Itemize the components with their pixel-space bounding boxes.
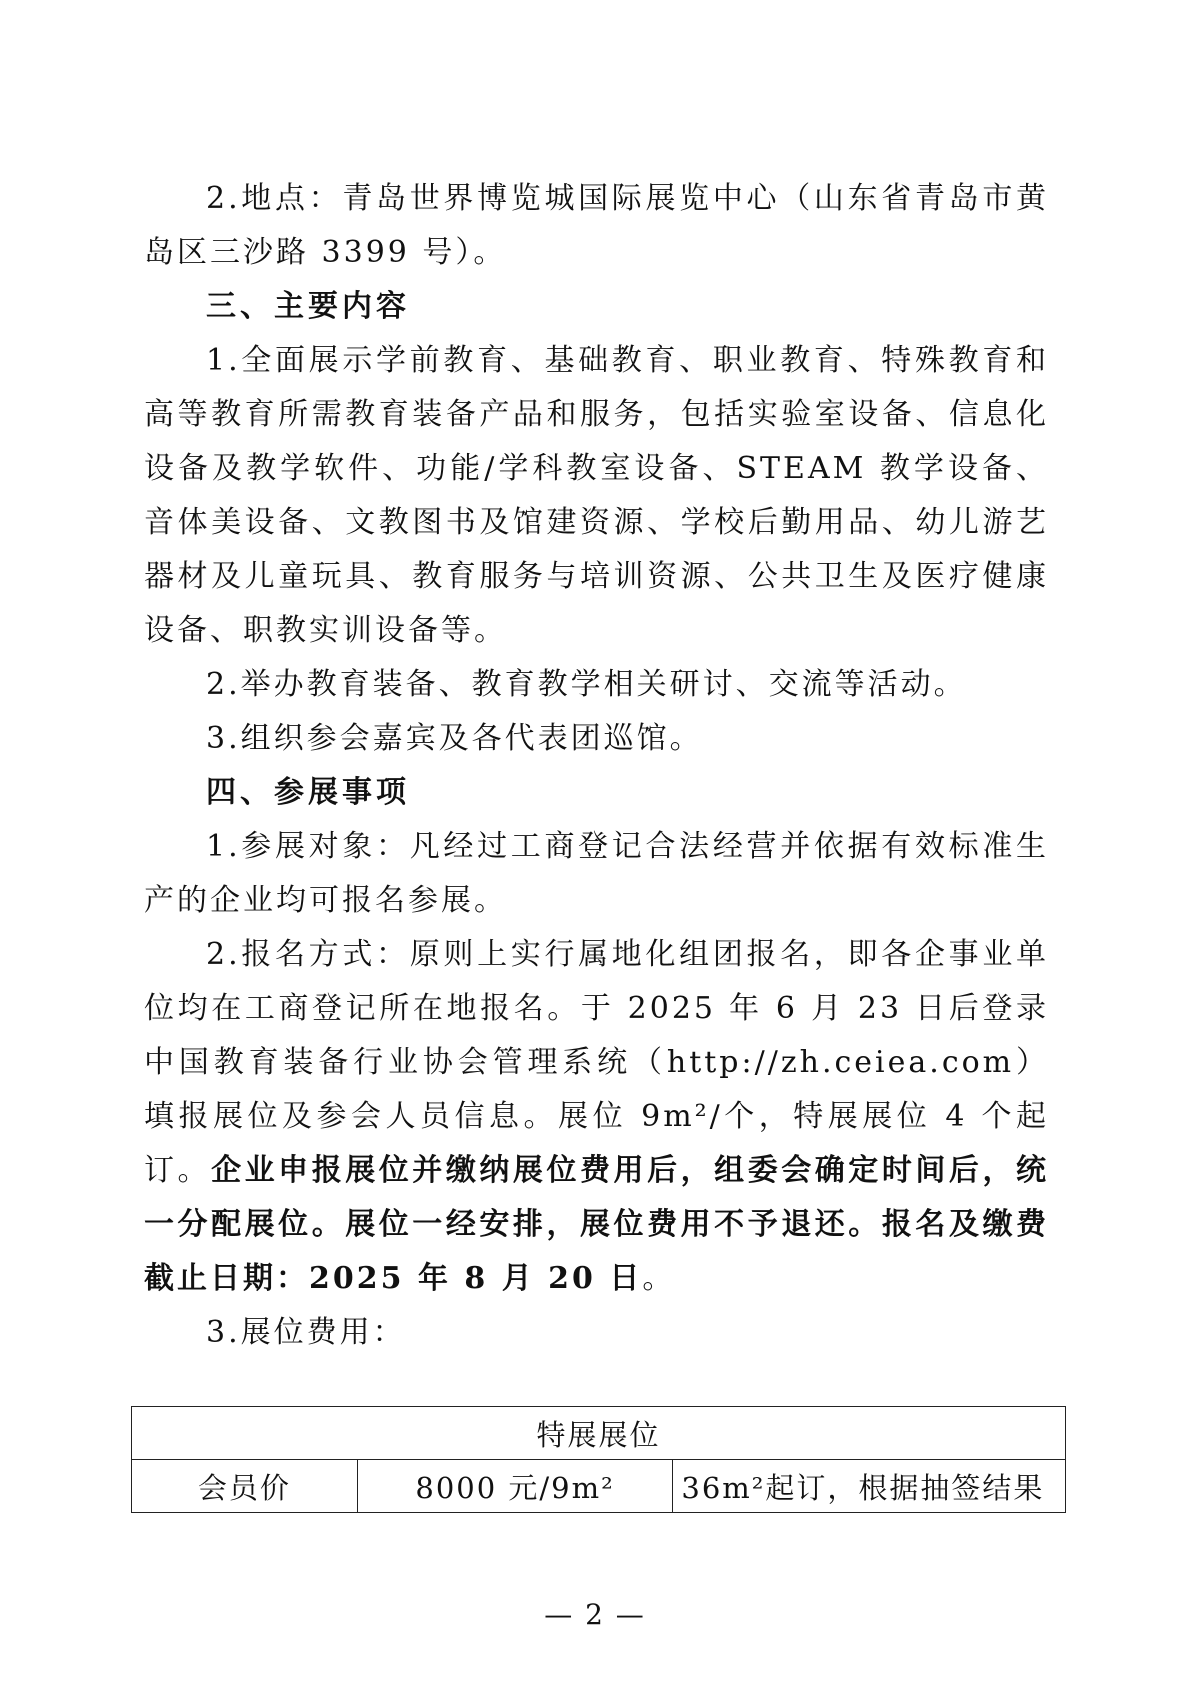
- registration-text: 2.报名方式：原则上实行属地化组团报名，即各企事业单位均在工商登记所在地报名。于 2025 年 6 月 23 日后登录中国教育装备行业协会管理系统（http://zh.ceiea.com）填报展位及参会人员信息。展位 9m²/个，特展展位 4 个起订。: [144, 937, 1049, 1188]
- paragraph-tour: 3.组织参会嘉宾及各代表团巡馆。: [206, 721, 703, 756]
- paragraph-location: 2.地点：青岛世界博览城国际展览中心（山东省青岛市黄岛区三沙路 3399 号）。: [144, 181, 1049, 270]
- fee-note-cell: 36m²起订，根据抽签结果: [673, 1460, 1066, 1513]
- paragraph-exhibit-scope: 1.全面展示学前教育、基础教育、职业教育、特殊教育和高等教育所需教育装备产品和服务，包括实验室设备、信息化设备及教学软件、功能/学科教室设备、STEAM 教学设备、音体美设备、文教图书及馆建资源、学校后勤用品、幼儿游艺器材及儿童玩具、教育服务与培训资源、公共卫生及医疗健康设备、职教实训设备等。: [144, 343, 1049, 648]
- fee-price-cell: 8000 元/9m²: [357, 1460, 673, 1513]
- fee-table: [131, 1406, 1066, 1513]
- fee-label-cell: 会员价: [132, 1460, 358, 1513]
- registration-tail: 。: [642, 1261, 676, 1296]
- table-row: [132, 1460, 1066, 1513]
- paragraph-seminars: 2.举办教育装备、教育教学相关研讨、交流等活动。: [206, 667, 967, 702]
- page-number: — 2 —: [544, 1598, 646, 1631]
- paragraph-registration: [144, 928, 1049, 1306]
- section-heading-exhibit-matters: 四、参展事项: [206, 775, 410, 810]
- paragraph-exhibitors: 1.参展对象：凡经过工商登记合法经营并依据有效标准生产的企业均可报名参展。: [144, 829, 1049, 918]
- paragraph-fees-heading: 3.展位费用：: [206, 1315, 406, 1350]
- section-heading-main-content: 三、主要内容: [206, 289, 410, 324]
- registration-bold-text: 企业申报展位并缴纳展位费用后，组委会确定时间后，统一分配展位。展位一经安排，展位费用不予退还。报名及缴费截止日期：2025 年 8 月 20 日: [144, 1153, 1050, 1296]
- body-text: [144, 172, 1049, 1360]
- fee-table-title: 特展展位: [132, 1407, 1066, 1460]
- fee-table-title-row: [132, 1407, 1066, 1460]
